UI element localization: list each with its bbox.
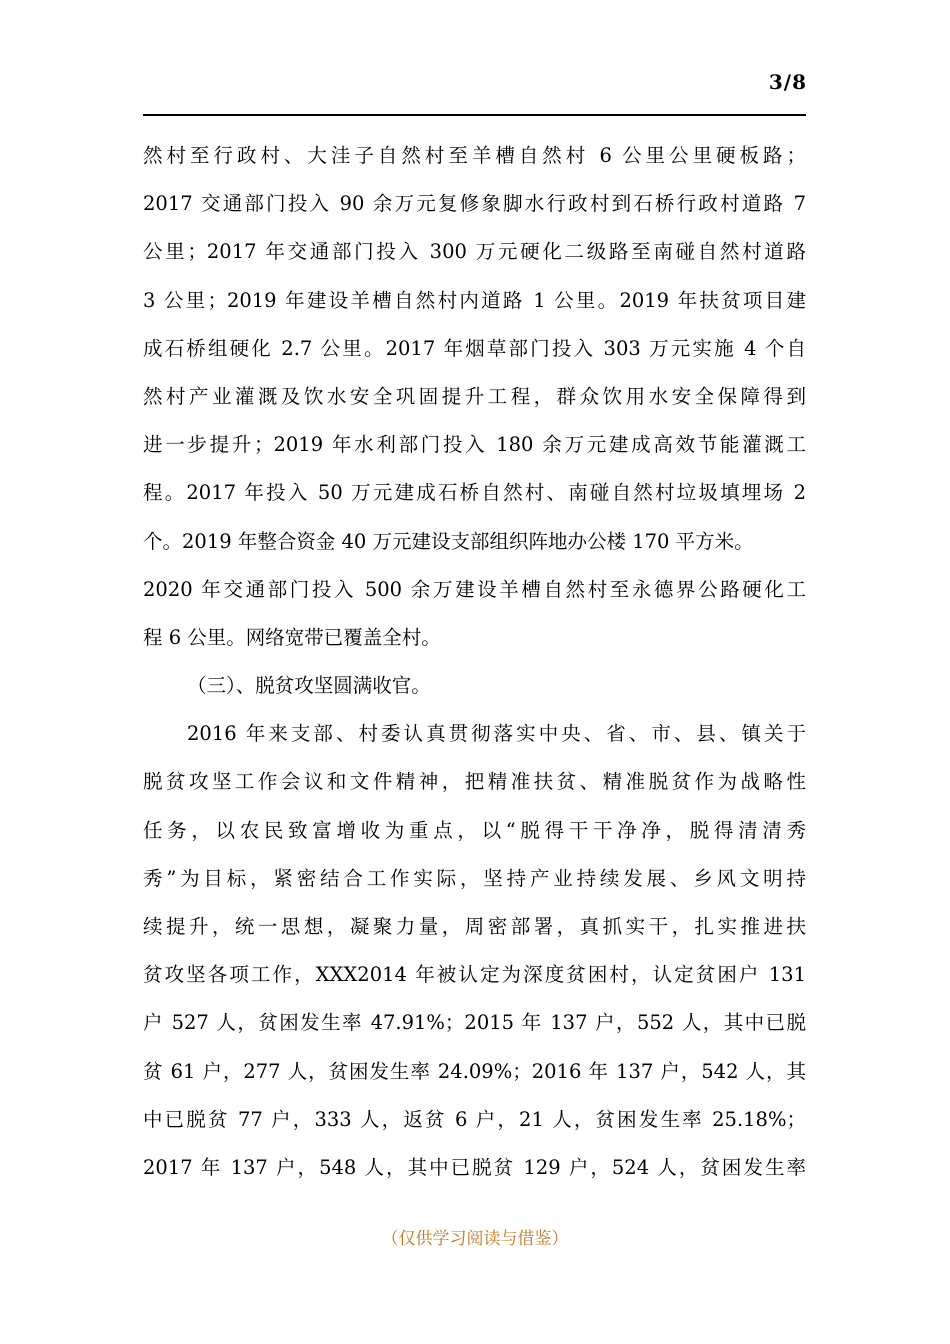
- text-line: 脱贫攻坚工作会议和文件精神，把精准扶贫、精准脱贫作为战略性: [143, 770, 806, 794]
- footer-note: （仅供学习阅读与借鉴）: [381, 1229, 569, 1249]
- text-line: 户 527 人，贫困发生率 47.91%；2015 年 137 户，552 人，其中已脱: [143, 1011, 806, 1035]
- header-divider: [143, 114, 806, 116]
- section-heading: （三）、脱贫攻坚圆满收官。: [187, 674, 431, 698]
- text-line: 然村至行政村、大洼子自然村至羊槽自然村 6 公里公里硬板路；: [143, 144, 806, 167]
- document-body: [143, 132, 806, 1192]
- text-line: 成石桥组硬化 2.7 公里。2017 年烟草部门投入 303 万元实施 4 个自: [143, 336, 806, 360]
- text-line: 程。2017 年投入 50 万元建成石桥自然村、南碰自然村垃圾填埋场 2: [143, 481, 806, 505]
- text-line: 贫 61 户，277 人，贫困发生率 24.09%；2016 年 137 户，542 人，其: [143, 1059, 806, 1083]
- text-line: 程 6 公里。网络宽带已覆盖全村。: [143, 625, 441, 649]
- text-line: 2016 年来支部、村委认真贯彻落实中央、省、市、县、镇关于: [187, 722, 806, 746]
- text-line: 3 公里；2019 年建设羊槽自然村内道路 1 公里。2019 年扶贫项目建: [143, 288, 806, 312]
- text-line: 公里；2017 年交通部门投入 300 万元硬化二级路至南碰自然村道路: [143, 240, 806, 264]
- text-line: 任务，以农民致富增收为重点，以“脱得干干净净，脱得清清秀: [143, 818, 806, 842]
- text-line: 然村产业灌溉及饮水安全巩固提升工程，群众饮用水安全保障得到: [143, 384, 806, 408]
- text-line: 中已脱贫 77 户，333 人，返贫 6 户，21 人，贫困发生率 25.18%；: [143, 1107, 806, 1131]
- text-line: 进一步提升；2019 年水利部门投入 180 余万元建成高效节能灌溉工: [143, 433, 806, 457]
- text-line: 2020 年交通部门投入 500 余万建设羊槽自然村至永德界公路硬化工: [143, 577, 806, 601]
- text-line: 续提升，统一思想，凝聚力量，周密部署，真抓实干，扎实推进扶: [143, 915, 806, 938]
- text-line: 个。2019 年整合资金 40 万元建设支部组织阵地办公楼 170 平方米。: [143, 529, 754, 553]
- text-line: 2017 年 137 户，548 人，其中已脱贫 129 户，524 人，贫困发生率: [143, 1155, 806, 1179]
- text-line: 贫攻坚各项工作，XXX2014 年被认定为深度贫困村，认定贫困户 131: [143, 963, 806, 987]
- paragraph-2: [143, 710, 806, 1192]
- text-line: 2017 交通部门投入 90 余万元复修象脚水行政村到石桥行政村道路 7: [143, 192, 806, 216]
- paragraph-1: [143, 132, 806, 662]
- text-line: 秀”为目标，紧密结合工作实际，坚持产业持续发展、乡风文明持: [143, 866, 806, 890]
- page-number: 3/8: [768, 70, 807, 94]
